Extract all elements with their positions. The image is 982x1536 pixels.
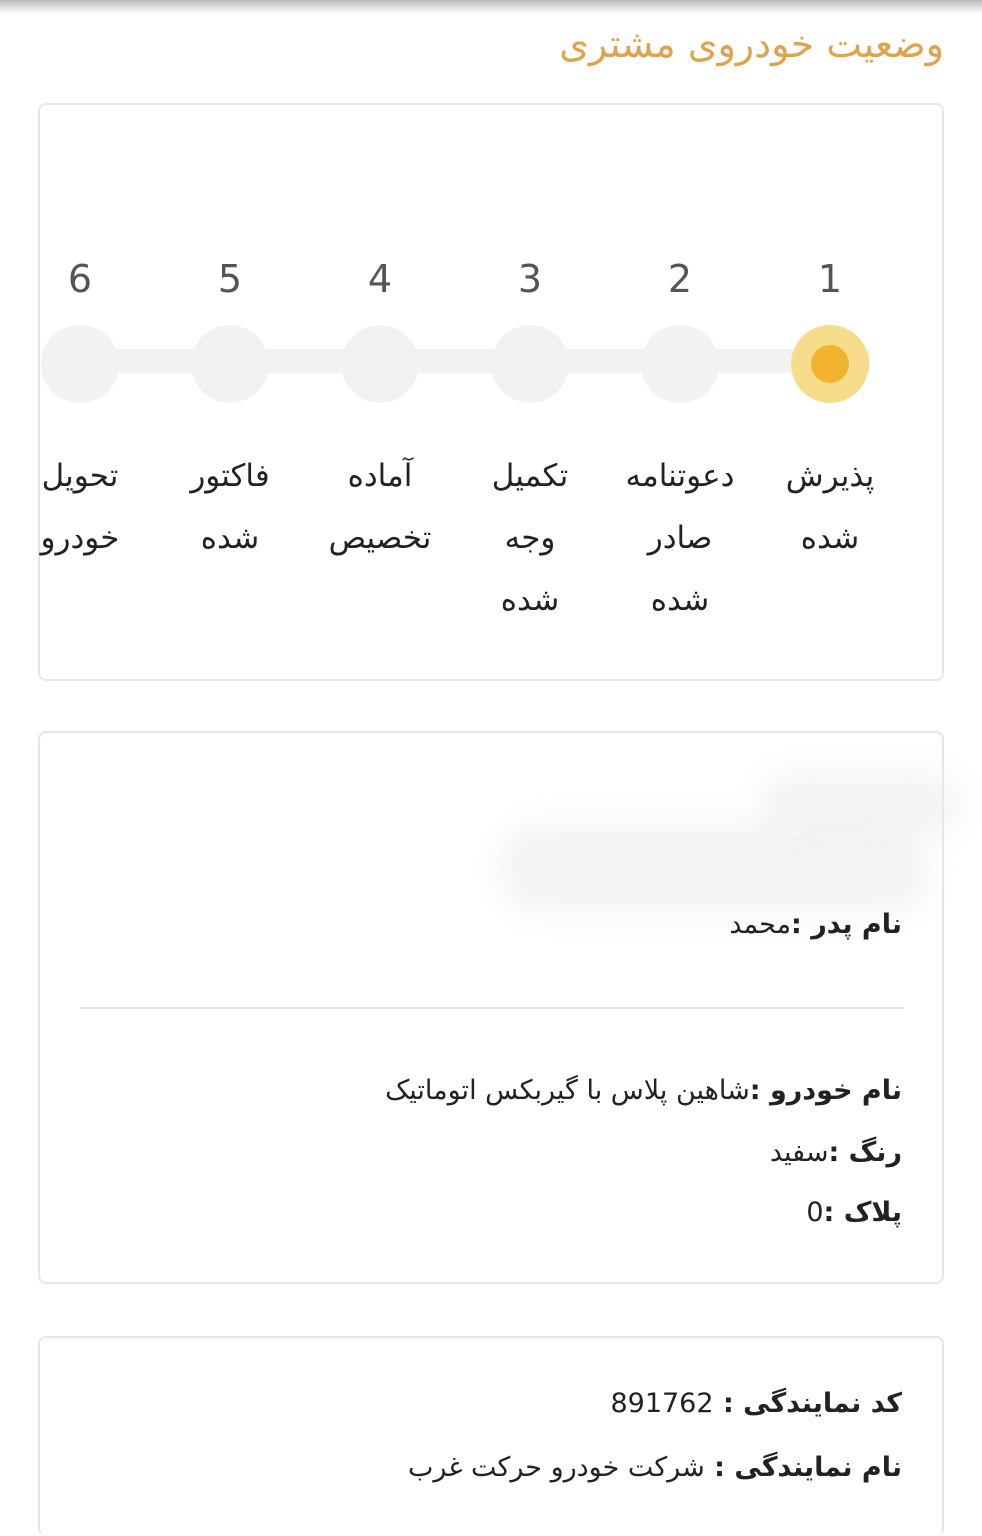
agency-info-card — [38, 1336, 944, 1536]
header-shadow — [0, 0, 982, 14]
redacted-area — [500, 823, 930, 913]
color-row: رنگ :سفید — [769, 1137, 902, 1168]
plate-row: پلاک :0 — [806, 1197, 902, 1228]
customer-info-card — [38, 731, 944, 1284]
step-number: 2 — [667, 257, 693, 301]
step-2 — [605, 255, 755, 631]
step-4 — [305, 255, 455, 569]
step-label: تحویل خودرو — [40, 458, 120, 556]
step-label: فاکتور شده — [190, 458, 270, 556]
step-number: 6 — [67, 257, 93, 301]
page-title: وضعیت خودروی مشتری — [559, 22, 944, 66]
step-label: تکمیل وجه شده — [491, 458, 569, 618]
step-5 — [155, 255, 305, 569]
step-1 — [755, 255, 905, 569]
redacted-area — [760, 773, 960, 833]
step-dot-active — [791, 325, 869, 403]
step-label: دعوتنامه صادر شده — [625, 458, 735, 618]
step-6 — [5, 255, 155, 569]
step-label: پذیرش شده — [785, 458, 875, 556]
agency-name-row: نام نمایندگی : شرکت خودرو حرکت غرب — [408, 1452, 902, 1483]
step-dot — [41, 325, 119, 403]
step-dot — [341, 325, 419, 403]
father-name-row: نام پدر :محمد — [729, 909, 902, 940]
step-number: 3 — [517, 257, 543, 301]
step-dot — [641, 325, 719, 403]
step-number: 1 — [817, 257, 843, 301]
step-number: 5 — [217, 257, 243, 301]
car-name-row: نام خودرو :شاهین پلاس با گیربکس اتوماتیک — [385, 1075, 902, 1106]
divider — [80, 1007, 904, 1009]
step-dot — [191, 325, 269, 403]
step-number: 4 — [367, 257, 393, 301]
status-steps-card — [38, 103, 944, 681]
step-3 — [455, 255, 605, 631]
step-label: آماده تخصیص — [328, 458, 432, 556]
step-dot — [491, 325, 569, 403]
agency-code-row: کد نمایندگی : 891762 — [610, 1388, 902, 1419]
